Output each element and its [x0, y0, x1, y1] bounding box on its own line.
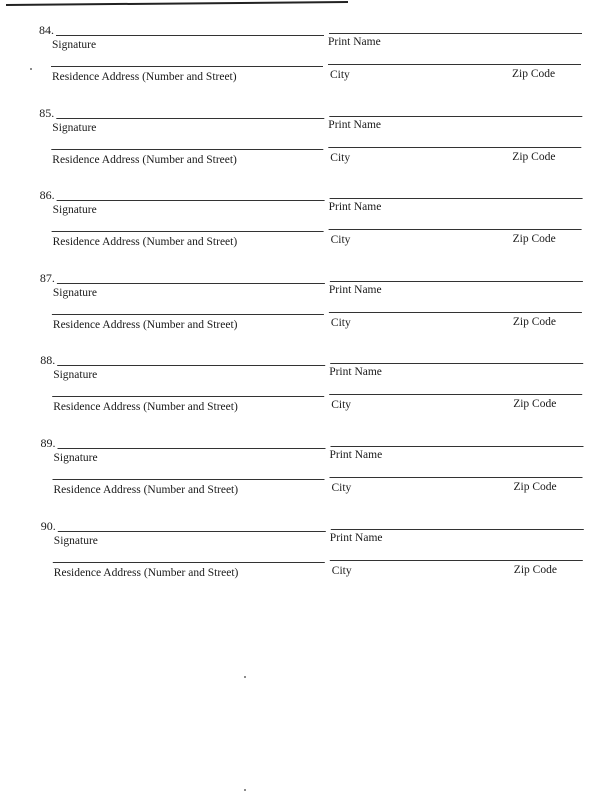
signature-entry: [2, 519, 612, 599]
city-label: City: [331, 565, 352, 577]
address-line[interactable]: [52, 314, 324, 315]
city-label: City: [331, 482, 352, 494]
zip-code-label: Zip Code: [512, 233, 556, 245]
city-label: City: [330, 69, 350, 81]
signature-line[interactable]: [57, 365, 325, 366]
city-zip-line[interactable]: [329, 229, 582, 230]
signature-label: Signature: [53, 369, 98, 381]
print-name-label: Print Name: [328, 119, 382, 131]
address-label: Residence Address (Number and Street): [52, 71, 237, 83]
print-name-line[interactable]: [330, 363, 583, 364]
signature-label: Signature: [52, 39, 97, 51]
print-name-label: Print Name: [328, 201, 382, 213]
signature-line[interactable]: [58, 531, 326, 532]
signature-entry: [1, 353, 612, 433]
print-name-line[interactable]: [329, 33, 582, 34]
signature-label: Signature: [52, 204, 97, 216]
city-zip-line[interactable]: [330, 560, 583, 561]
print-name-label: Print Name: [329, 532, 383, 544]
entry-number: 86.: [39, 188, 55, 202]
scan-speck: [30, 68, 32, 70]
zip-code-label: Zip Code: [512, 316, 557, 328]
city-zip-line[interactable]: [328, 64, 581, 65]
address-line[interactable]: [51, 66, 323, 67]
signature-entry: [1, 188, 612, 268]
signature-label: Signature: [52, 287, 97, 299]
scan-speck: [244, 789, 246, 791]
city-label: City: [330, 317, 351, 329]
print-name-label: Print Name: [329, 366, 382, 378]
address-label: Residence Address (Number and Street): [53, 484, 239, 496]
address-line[interactable]: [53, 562, 325, 563]
city-label: City: [331, 399, 352, 411]
signature-label: Signature: [53, 452, 98, 464]
city-zip-line[interactable]: [329, 312, 582, 313]
city-zip-line[interactable]: [328, 147, 581, 148]
print-name-line[interactable]: [331, 446, 584, 447]
print-name-line[interactable]: [331, 529, 584, 530]
address-label: Residence Address (Number and Street): [52, 319, 238, 331]
entry-number: 87.: [39, 271, 55, 285]
address-label: Residence Address (Number and Street): [52, 154, 237, 166]
signature-entry: [2, 436, 612, 516]
entry-number: 89.: [40, 436, 56, 450]
address-label: Residence Address (Number and Street): [52, 236, 238, 248]
address-line[interactable]: [53, 479, 325, 480]
entry-number: 88.: [40, 353, 56, 367]
print-name-line[interactable]: [330, 281, 583, 282]
city-zip-line[interactable]: [329, 394, 582, 395]
zip-code-label: Zip Code: [513, 481, 557, 493]
entry-number: 85.: [39, 106, 55, 120]
address-line[interactable]: [51, 149, 323, 150]
signature-entry: [0, 23, 612, 103]
print-name-label: Print Name: [328, 36, 381, 48]
signature-label: Signature: [52, 122, 97, 134]
zip-code-label: Zip Code: [513, 564, 557, 576]
zip-code-label: Zip Code: [512, 151, 556, 163]
signature-line[interactable]: [58, 448, 326, 449]
scan-speck: [244, 676, 246, 678]
signature-line[interactable]: [56, 118, 324, 119]
city-zip-line[interactable]: [330, 477, 583, 478]
signature-line[interactable]: [57, 283, 325, 284]
signature-label: Signature: [53, 535, 98, 547]
zip-code-label: Zip Code: [513, 398, 557, 410]
top-border-line: [6, 1, 348, 6]
address-line[interactable]: [52, 396, 324, 397]
print-name-label: Print Name: [328, 284, 382, 296]
signature-line[interactable]: [56, 35, 324, 36]
city-label: City: [330, 152, 351, 164]
print-name-line[interactable]: [329, 116, 582, 117]
city-label: City: [330, 234, 351, 246]
print-name-line[interactable]: [330, 198, 583, 199]
signature-entry: [1, 271, 612, 351]
address-label: Residence Address (Number and Street): [53, 401, 238, 413]
print-name-label: Print Name: [329, 449, 383, 461]
entry-number: 90.: [40, 519, 56, 533]
signature-line[interactable]: [57, 200, 325, 201]
entry-number: 84.: [39, 23, 54, 37]
address-label: Residence Address (Number and Street): [53, 567, 239, 579]
zip-code-label: Zip Code: [512, 68, 556, 80]
signature-entry: [0, 106, 612, 186]
address-line[interactable]: [52, 231, 324, 232]
